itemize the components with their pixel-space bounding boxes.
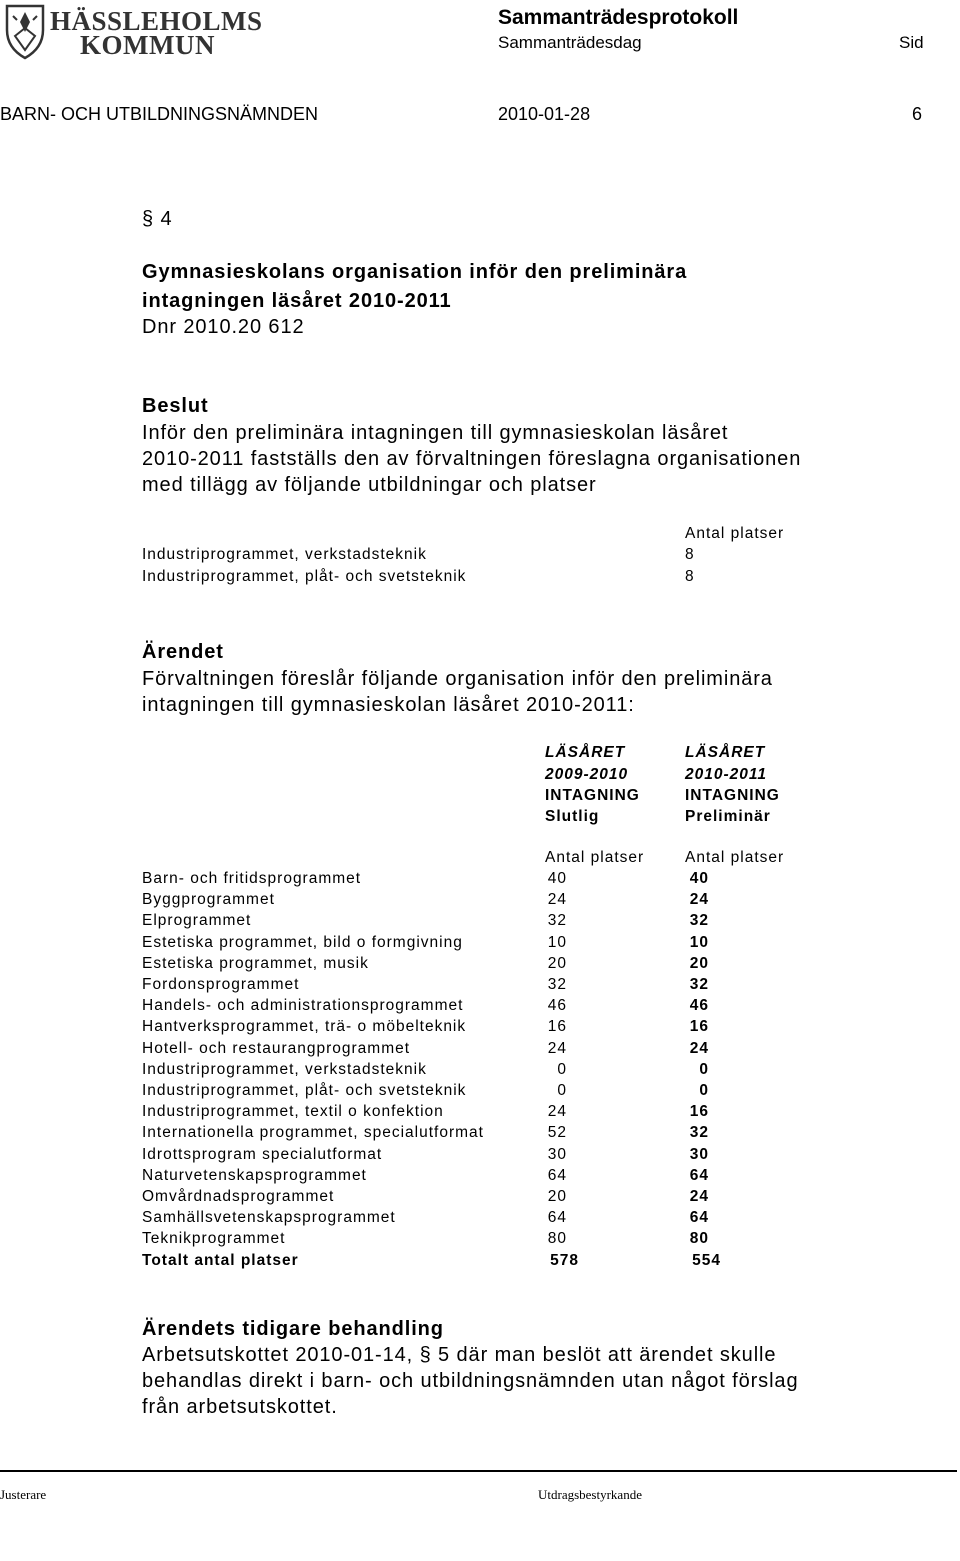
seats-2009-2010: 24 [547,891,567,909]
beslut-line: Inför den preliminära intagningen till gymnasieskolan läsåret [142,422,729,444]
program-name: Byggprogrammet [142,891,275,909]
table-row [0,912,960,933]
footer-rule [0,1470,957,1472]
table-row [0,1082,960,1103]
page-label: Sid [899,33,924,52]
col1-header-line: LÄSÅRET [545,744,626,761]
seats-2009-2010: 32 [547,976,567,993]
seats-2009-2010: 0 [557,1082,567,1099]
program-name: Industriprogrammet, verkstadsteknik [142,546,427,563]
table-row [0,1230,960,1251]
seats-2009-2010: 20 [547,954,567,972]
seats-2010-2011: 64 [689,1166,709,1184]
doc-title: Sammanträdesprotokoll [498,6,739,29]
arendet-line: intagningen till gymnasieskolan läsåret 2010-2011: [142,694,635,716]
total-row [0,1252,960,1273]
beslut-line: med tillägg av följande utbildningar och platser [142,474,597,496]
seats-2009-2010: 578 [550,1251,579,1269]
tidigare-line: från arbetsutskottet. [142,1396,338,1418]
program-name: Barn- och fritidsprogrammet [142,870,362,887]
tidigare-line: Arbetsutskottet 2010-01-14, § 5 där man beslöt att ärendet skulle [142,1344,777,1366]
program-name: Naturvetenskapsprogrammet [142,1166,367,1184]
seats-2009-2010: 30 [547,1145,567,1163]
seats-2010-2011: 30 [689,1145,709,1163]
program-name: Samhällsvetenskapsprogrammet [142,1209,396,1227]
program-name: Handels- och administrationsprogrammet [142,997,464,1015]
col1-header-line: INTAGNING [545,787,640,804]
dnr: Dnr 2010.20 612 [142,316,305,338]
seats-2009-2010: 52 [547,1124,567,1142]
table-row [0,1209,960,1230]
seats-2010-2011: 10 [689,933,709,951]
tidigare-heading: Ärendets tidigare behandling [142,1318,444,1340]
table-row [0,1188,960,1209]
program-name: Omvårdnadsprogrammet [142,1188,335,1205]
program-name: Internationella programmet, specialutformat [142,1124,484,1142]
table-row [0,1124,960,1145]
seats-2010-2011: 16 [689,1103,709,1121]
col2-header-line: LÄSÅRET [685,744,766,761]
footer-justerare: Justerare [0,1487,47,1502]
col2-subheader: Antal platser [685,849,785,866]
meeting-date-label: Sammanträdesdag [498,33,642,52]
seats-2009-2010: 32 [547,912,567,930]
col2-header-line: Preliminär [685,808,771,825]
seats-2010-2011: 0 [699,1082,709,1099]
program-name: Industriprogrammet, plåt- och svetsteknik [142,1082,467,1099]
seats-2010-2011: 32 [689,976,709,993]
table-row [0,1040,960,1061]
program-name: Estetiska programmet, bild o formgivning [142,933,463,951]
org-name-line2: KOMMUN [80,30,215,60]
section-title-line1: Gymnasieskolans organisation inför den preliminära [142,261,688,283]
col2-header-line: INTAGNING [685,787,780,804]
col1-header-line: Slutlig [545,808,600,825]
committee-name: BARN- OCH UTBILDNINGSNÄMNDEN [0,104,319,124]
program-name: Industriprogrammet, plåt- och svetsteknik [142,568,467,585]
program-name: Hantverksprogrammet, trä- o möbelteknik [142,1018,467,1036]
program-name: Totalt antal platser [142,1251,299,1269]
program-name: Hotell- och restaurangprogrammet [142,1039,411,1057]
table-row [0,1103,960,1124]
seats-2010-2011: 32 [689,1124,709,1142]
arendet-heading: Ärendet [142,641,224,663]
seats-2010-2011: 554 [692,1251,721,1269]
program-name: Teknikprogrammet [142,1230,286,1248]
seats-2009-2010: 64 [547,1209,567,1227]
beslut-row [0,546,960,567]
seats-2010-2011: 64 [689,1209,709,1227]
seats-2010-2011: 32 [689,912,709,930]
seat-count: 8 [685,546,695,563]
seats-2010-2011: 20 [689,954,709,972]
program-name: Idrottsprogram specialutformat [142,1145,383,1163]
program-name: Industriprogrammet, verkstadsteknik [142,1060,427,1078]
arendet-line: Förvaltningen föreslår följande organisation inför den preliminära [142,668,773,690]
org-name-line1: HÄSSLEHOLMS [50,6,263,36]
seats-2009-2010: 64 [547,1166,567,1184]
col1-subheader: Antal platser [545,849,645,866]
paragraph-number: § 4 [142,208,173,230]
beslut-heading: Beslut [142,395,209,417]
seats-2009-2010: 46 [547,997,567,1015]
section-title-line2: intagningen läsåret 2010-2011 [142,290,452,312]
footer-utdragsbestyrkande: Utdragsbestyrkande [538,1487,642,1502]
table-row [0,934,960,955]
col2-header-line: 2010-2011 [685,766,767,783]
program-name: Industriprogrammet, textil o konfektion [142,1103,444,1121]
table-row [0,1061,960,1082]
seats-2010-2011: 16 [689,1018,709,1036]
beslut-line: 2010-2011 fastställs den av förvaltningen föreslagna organisationen [142,448,802,470]
table-row [0,955,960,976]
seats-2009-2010: 20 [547,1188,567,1205]
seats-2009-2010: 0 [557,1060,567,1078]
seats-2010-2011: 0 [699,1060,709,1078]
meeting-date: 2010-01-28 [498,104,591,124]
table-row [0,976,960,997]
table-row [0,997,960,1018]
seats-2009-2010: 80 [547,1230,567,1248]
table-row [0,1146,960,1167]
table-row [0,1018,960,1039]
col1-header-line: 2009-2010 [545,766,629,783]
table-row [0,891,960,912]
table-row [0,870,960,891]
beslut-row [0,568,960,589]
page-number: 6 [912,104,923,124]
seats-2009-2010: 24 [547,1039,567,1057]
seats-2010-2011: 24 [689,1188,709,1205]
program-name: Estetiska programmet, musik [142,954,369,972]
seats-2009-2010: 40 [547,870,567,887]
seats-2010-2011: 40 [689,870,709,887]
table-row [0,1167,960,1188]
seats-2010-2011: 80 [689,1230,709,1248]
seats-2010-2011: 24 [689,1039,709,1057]
seat-count: 8 [685,568,695,585]
seats-2009-2010: 16 [547,1018,567,1036]
seats-2010-2011: 46 [689,997,709,1015]
program-name: Fordonsprogrammet [142,976,300,993]
seats-2009-2010: 10 [547,933,567,951]
seats-2010-2011: 24 [689,891,709,909]
tidigare-line: behandlas direkt i barn- och utbildningsnämnden utan något förslag [142,1370,799,1392]
program-name: Elprogrammet [142,912,252,930]
beslut-col-header: Antal platser [685,525,785,542]
seats-2009-2010: 24 [547,1103,567,1121]
